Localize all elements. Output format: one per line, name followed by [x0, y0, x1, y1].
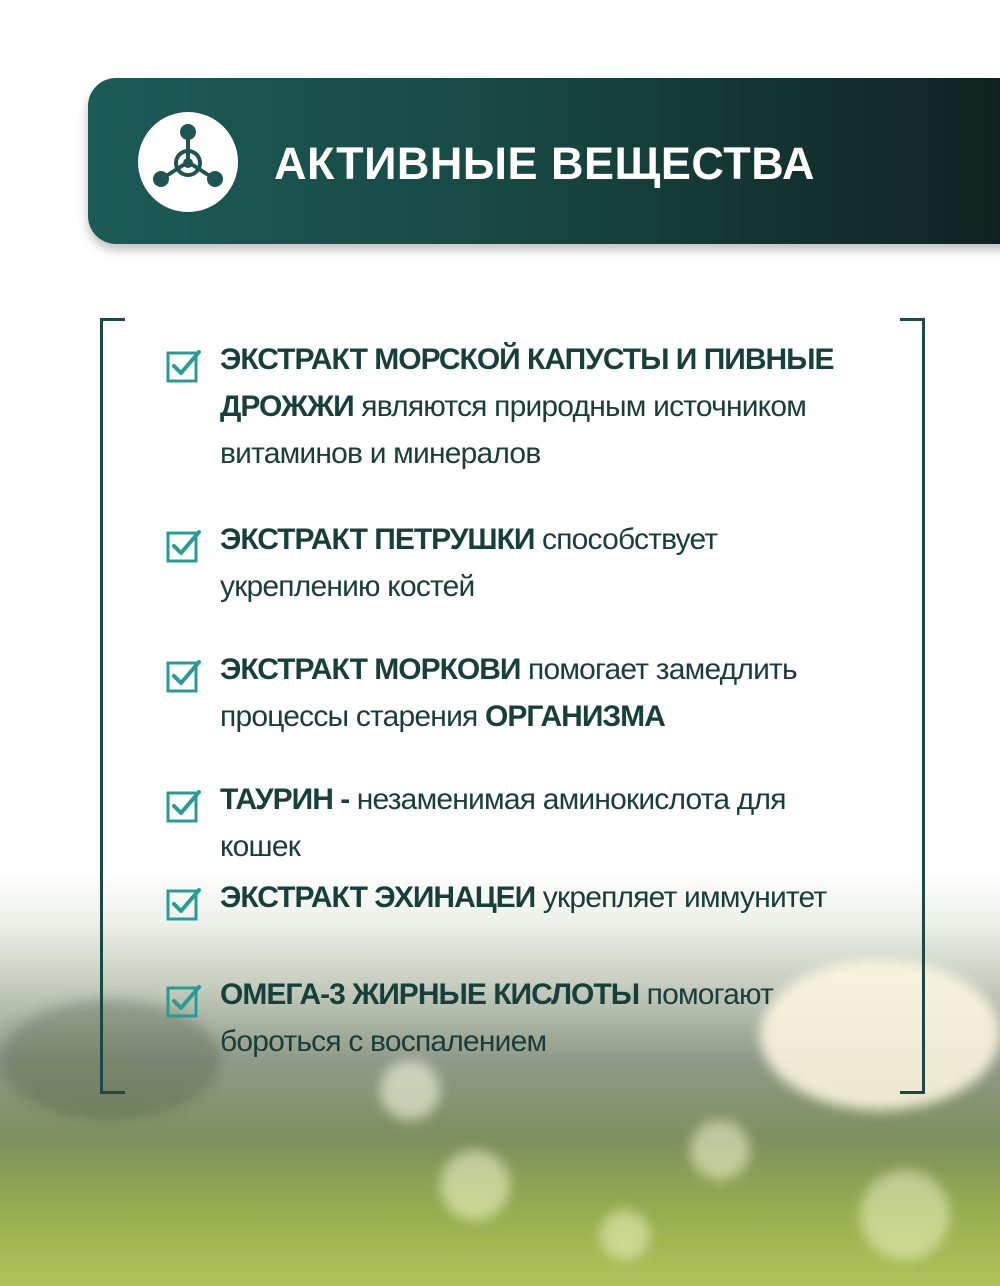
bokeh-light	[690, 1120, 750, 1180]
frame-bracket-left	[100, 318, 125, 1094]
item-highlight: ЭКСТРАКТ МОРСКОЙ КАПУСТЫ И ПИВНЫЕ ДРОЖЖИ	[220, 343, 834, 423]
checkbox-icon	[166, 886, 202, 922]
item-description: помогает замедлить процессы старения	[220, 653, 797, 733]
item-description: являются природным источником витаминов и минералов	[220, 390, 807, 470]
item-highlight-end: ОРГАНИЗМА	[485, 700, 665, 733]
item-description: незаменимая аминокислота для кошек	[220, 783, 786, 863]
checkbox-icon	[166, 788, 202, 824]
list-item-text	[220, 336, 860, 477]
molecule-icon	[138, 112, 238, 212]
list-item-text	[220, 971, 860, 1065]
item-highlight: ЭКСТРАКТ ЭХИНАЦЕИ	[220, 881, 536, 914]
checkbox-icon	[166, 528, 202, 564]
checkbox-icon	[166, 348, 202, 384]
bokeh-light	[380, 1060, 440, 1120]
item-highlight: ОМЕГА-3 ЖИРНЫЕ КИСЛОТЫ	[220, 978, 640, 1011]
checkbox-icon	[166, 983, 202, 1019]
list-item-text	[220, 874, 860, 921]
item-highlight: ЭКСТРАКТ МОРКОВИ	[220, 653, 521, 686]
item-highlight: ТАУРИН -	[220, 783, 350, 816]
bokeh-light	[600, 1210, 650, 1260]
list-item-text	[220, 646, 860, 740]
item-description: укрепляет иммунитет	[542, 881, 827, 914]
list-item-text	[220, 776, 860, 870]
bokeh-light	[440, 1150, 510, 1220]
item-description: помогают бороться с воспалением	[220, 978, 774, 1058]
bokeh-light	[860, 1170, 950, 1260]
item-highlight: ЭКСТРАКТ ПЕТРУШКИ	[220, 523, 535, 556]
list-item-text	[220, 516, 860, 610]
frame-bracket-right	[900, 318, 925, 1094]
checkbox-icon	[166, 658, 202, 694]
item-description: способствует укреплению костей	[220, 523, 718, 603]
page-title: АКТИВНЫЕ ВЕЩЕСТВА	[274, 138, 815, 189]
